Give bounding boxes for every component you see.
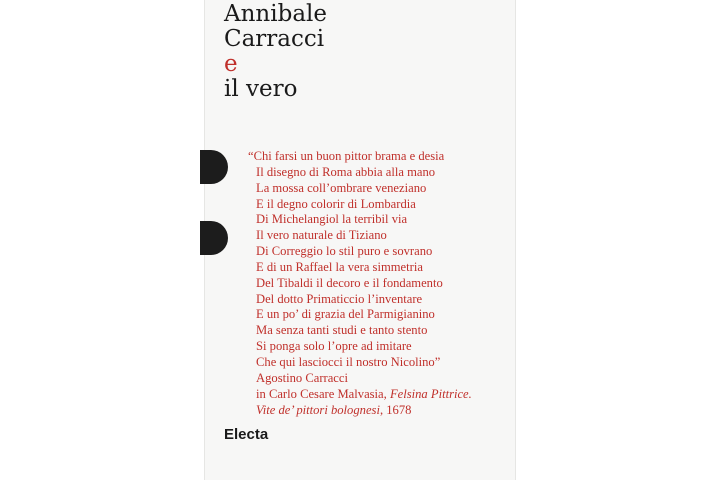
book-title <box>224 2 327 102</box>
verse-source-cont <box>248 403 472 419</box>
verse-source-prefix: in Carlo Cesare Malvasia, <box>256 386 390 401</box>
verse-quotation <box>248 149 472 418</box>
verse-line-2: Il disegno di Roma abbia alla mano <box>256 164 436 179</box>
verse-source-year: , 1678 <box>379 402 412 417</box>
verse-source-title-2: Vite de’ pittori bolognesi <box>256 402 380 417</box>
verse-source-title-1: Felsina Pittrice. <box>389 386 472 401</box>
verse-line-4: E il degno colorir di Lombardia <box>256 196 416 211</box>
thumb-tab-upper <box>200 150 228 184</box>
verse-author: Agostino Carracci <box>256 370 348 385</box>
thumb-tab-lower <box>200 221 228 255</box>
book-cover <box>204 0 516 480</box>
title-line-1: Annibale <box>224 1 327 27</box>
verse-line-10: Del dotto Primaticcio l’inventare <box>256 291 423 306</box>
title-line-3: e <box>224 51 238 77</box>
verse-line-6: Il vero naturale di Tiziano <box>256 228 387 243</box>
verse-line-14: Che qui lasciocci il nostro Nicolino” <box>256 354 441 369</box>
verse-line-8: E di un Raffael la vera simmetria <box>256 259 423 274</box>
verse-line-1: “Chi farsi un buon pittor brama e desia <box>248 149 445 163</box>
verse-line-5: Di Michelangiol la terribil via <box>256 212 408 227</box>
verse-line-13: Si ponga solo l’opre ad imitare <box>256 339 412 354</box>
verse-line-9: Del Tibaldi il decoro e il fondamento <box>256 275 443 290</box>
title-line-2: Carracci <box>224 26 325 52</box>
verse-line-11: E un po’ di grazia del Parmigianino <box>256 307 435 322</box>
verse-line-12: Ma senza tanti studi e tanto stento <box>256 323 428 338</box>
publisher-logo: Electa <box>224 426 269 443</box>
verse-source <box>248 387 472 403</box>
title-line-4: il vero <box>224 76 298 102</box>
verse-line-7: Di Correggio lo stil puro e sovrano <box>256 244 433 259</box>
verse-line-3: La mossa coll’ombrare veneziano <box>256 180 427 195</box>
